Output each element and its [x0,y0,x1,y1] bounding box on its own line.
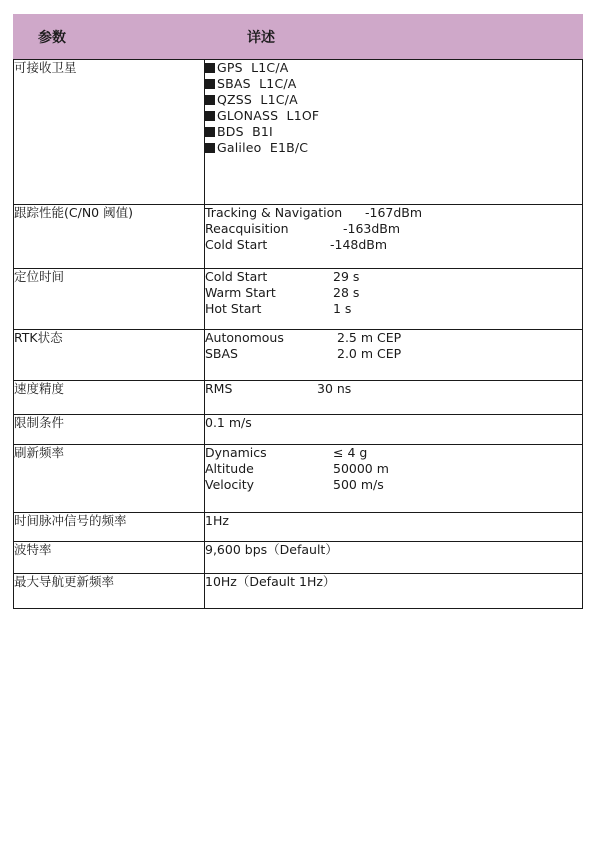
bullet-square-icon [205,79,215,89]
bullet-square-icon [205,95,215,105]
value-val: 1 s [333,301,352,316]
value-val: 29 s [333,269,360,284]
value-line [205,330,582,346]
param-value [205,269,583,330]
satellite-item [205,108,582,124]
table-header-row [14,15,583,60]
param-name: RTK状态 [14,330,205,381]
value-line [205,301,582,317]
value-key: Warm Start [205,285,276,300]
value-line [205,461,582,477]
satellite-item [205,60,582,76]
table-row [14,330,583,381]
param-name: 最大导航更新频率 [14,574,205,609]
value-val: ≤ 4 g [333,445,368,460]
satellite-item [205,140,582,156]
value-line [205,542,582,558]
param-name: 跟踪性能(C/N0 阈值) [14,205,205,269]
value-line [205,269,582,285]
table-row [14,445,583,513]
satellite-label: SBAS L1C/A [217,76,297,91]
param-name: 限制条件 [14,415,205,445]
param-name: 刷新频率 [14,445,205,513]
value-key: Reacquisition [205,221,289,236]
param-value [205,542,583,574]
value-line [205,221,582,237]
param-name: 定位时间 [14,269,205,330]
header-desc: 详述 [205,15,583,60]
table-row [14,542,583,574]
value-val: 500 m/s [333,477,384,492]
table-row [14,415,583,445]
satellite-item [205,92,582,108]
value-line [205,346,582,362]
satellite-label: Galileo E1B/C [217,140,309,155]
value-val: -163dBm [343,221,401,236]
value-key: RMS [205,381,233,396]
value-line [205,205,582,221]
value-line [205,574,582,590]
param-name: 时间脉冲信号的频率 [14,513,205,542]
bullet-square-icon [205,143,215,153]
param-name: 可接收卫星 [14,60,205,205]
value-key: Cold Start [205,269,268,284]
satellite-label: BDS B1I [217,124,273,139]
value-key: 10Hz（Default 1Hz） [205,574,336,589]
table-row [14,381,583,415]
satellite-label: QZSS L1C/A [217,92,298,107]
value-line [205,513,582,529]
param-value [205,330,583,381]
param-value [205,415,583,445]
value-val: -167dBm [365,205,423,220]
value-val: 2.0 m CEP [337,346,402,361]
value-key: Cold Start [205,237,268,252]
bullet-square-icon [205,127,215,137]
value-line [205,237,582,253]
value-key: Altitude [205,461,254,476]
param-value [205,513,583,542]
satellite-label: GPS L1C/A [217,60,289,75]
value-line [205,415,582,431]
param-value [205,60,583,205]
satellite-item [205,124,582,140]
table-row [14,513,583,542]
value-val: 2.5 m CEP [337,330,402,345]
value-line [205,477,582,493]
spec-table [13,14,583,609]
value-key: Tracking & Navigation [205,205,343,220]
value-val: 30 ns [317,381,352,396]
value-key: SBAS [205,346,238,361]
value-key: 0.1 m/s [205,415,252,430]
param-name: 速度精度 [14,381,205,415]
value-key: 1Hz [205,513,229,528]
value-val: -148dBm [330,237,388,252]
satellite-label: GLONASS L1OF [217,108,320,123]
value-key: Dynamics [205,445,267,460]
table-row [14,60,583,205]
table-row [14,269,583,330]
bullet-square-icon [205,63,215,73]
param-value [205,205,583,269]
bullet-square-icon [205,111,215,121]
param-value [205,381,583,415]
table-row [14,574,583,609]
header-param: 参数 [14,15,205,60]
table-row [14,205,583,269]
value-val: 28 s [333,285,360,300]
value-key: Hot Start [205,301,262,316]
param-value [205,445,583,513]
value-key: Velocity [205,477,255,492]
value-line [205,445,582,461]
value-line [205,381,582,397]
param-value [205,574,583,609]
value-key: Autonomous [205,330,284,345]
satellite-item [205,76,582,92]
value-val: 50000 m [333,461,389,476]
value-line [205,285,582,301]
param-name: 波特率 [14,542,205,574]
value-key: 9,600 bps（Default） [205,542,338,557]
